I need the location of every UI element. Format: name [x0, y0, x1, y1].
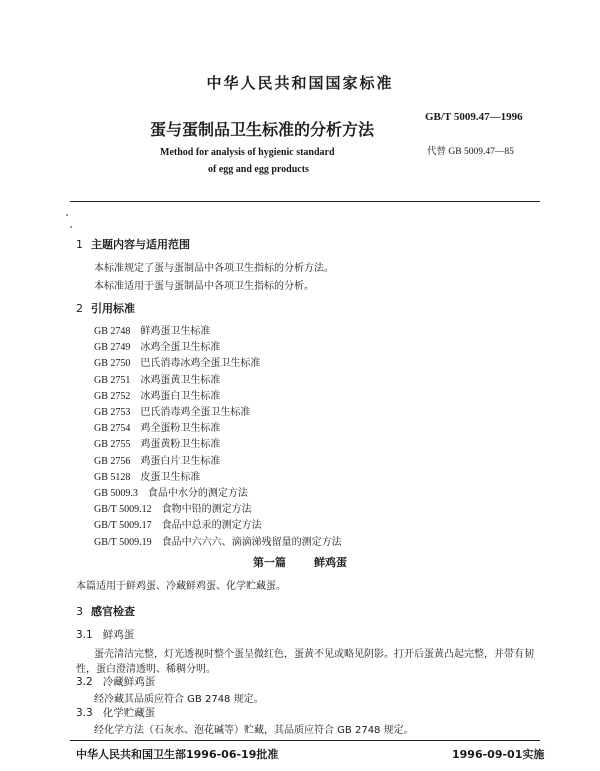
section-number: 1: [76, 238, 83, 251]
section-number: 2: [76, 302, 83, 315]
standard-code: GB 5009.3: [94, 488, 138, 499]
standard-code: GB 2751: [94, 374, 131, 386]
section-1-para-2: 本标准适用于蛋与蛋制品中各项卫生指标的分析。: [94, 281, 314, 292]
document-title-en-line2: of egg and egg products: [208, 164, 309, 175]
section-2-heading: [76, 300, 135, 316]
standard-name: 皮蛋卫生标准: [140, 471, 201, 483]
referenced-standard-item: [94, 403, 250, 418]
standard-name: 鸡蛋黄粉卫生标准: [140, 439, 221, 451]
referenced-standard-item: [94, 322, 210, 337]
referenced-standard-item: [94, 435, 220, 450]
standard-name: 冰鸡全蛋卫生标准: [140, 342, 221, 354]
scan-speck: [70, 226, 72, 228]
standard-code: GB 2753: [94, 407, 131, 418]
referenced-standard-item: [94, 484, 248, 499]
document-title-en-line1: Method for analysis of hygienic standard: [160, 147, 335, 158]
standard-code: GB 2750: [94, 358, 131, 370]
part-label: 第一篇: [253, 556, 286, 569]
standard-code: GB/T 5009.12: [94, 504, 152, 516]
issued-by: 中华人民共和国卫生部1996-06-19批准: [76, 748, 279, 761]
standard-name: 鸡全蛋粉卫生标准: [140, 423, 221, 435]
standard-code: GB 2749: [94, 342, 131, 354]
standard-name: 食品中六六六、滴滴涕残留量的测定方法: [161, 536, 342, 548]
section-1-heading: [76, 236, 190, 252]
subsection-title: 冷藏鲜鸡蛋: [102, 676, 156, 688]
section-title: 主题内容与适用范围: [91, 238, 190, 251]
footer-divider: [70, 740, 540, 741]
standard-name: 巴氏消毒鸡全蛋卫生标准: [140, 407, 251, 418]
standard-code: GB 2755: [94, 439, 131, 451]
subsection-title: 化学贮藏蛋: [102, 707, 156, 719]
subsection-3-3-heading: [76, 705, 155, 720]
referenced-standard-item: [94, 419, 220, 434]
standard-code: GB 2752: [94, 390, 131, 402]
standard-number: GB/T 5009.47—1996: [425, 111, 523, 123]
part-name: 鲜鸡蛋: [314, 556, 347, 569]
referenced-standard-item: [94, 533, 342, 548]
standard-name: 冰鸡蛋黄卫生标准: [140, 374, 221, 386]
standard-name: 鸡蛋白片卫生标准: [140, 455, 221, 467]
country-standard-header: 中华人民共和国国家标准: [206, 74, 394, 92]
part-heading: [0, 554, 600, 570]
subsection-title: 鲜鸡蛋: [102, 629, 135, 641]
section-title: 感官检查: [91, 605, 135, 618]
referenced-standard-item: [94, 468, 200, 483]
document-title-cn: 蛋与蛋制品卫生标准的分析方法: [150, 120, 375, 139]
standard-name: 食品中总汞的测定方法: [161, 520, 262, 532]
subsection-3-1-text-line-1: 蛋壳清洁完整，灯光透视时整个蛋呈微红色，蛋黄不见或略见阴影。打开后蛋黄凸起完整，并带有韧: [94, 649, 534, 660]
subsection-3-1-text-line-2: 性，蛋白澄清透明、稀稠分明。: [76, 664, 216, 675]
subsection-number: 3.3: [76, 707, 93, 719]
standard-code: GB 2754: [94, 423, 131, 435]
standard-name: 食物中铅的测定方法: [161, 504, 252, 516]
standard-name: 鲜鸡蛋卫生标准: [140, 326, 211, 337]
standard-code: GB 2756: [94, 455, 131, 467]
section-title: 引用标准: [91, 302, 135, 315]
standard-code: GB/T 5009.17: [94, 520, 152, 532]
referenced-standard-item: [94, 371, 220, 386]
referenced-standard-item: [94, 516, 262, 531]
subsection-number: 3.2: [76, 676, 93, 688]
referenced-standard-item: [94, 500, 252, 515]
subsection-3-1-heading: [76, 627, 134, 642]
standard-name: 巴氏消毒冰鸡全蛋卫生标准: [140, 358, 261, 370]
scan-speck: [66, 214, 68, 216]
section-1-para-1: 本标准规定了蛋与蛋制品中各项卫生指标的分析方法。: [94, 263, 334, 274]
header-divider: [70, 201, 540, 202]
standard-code: GB 2748: [94, 326, 131, 337]
referenced-standard-item: [94, 338, 220, 353]
subsection-number: 3.1: [76, 629, 93, 641]
standard-name: 食品中水分的测定方法: [147, 488, 248, 499]
referenced-standard-item: [94, 452, 220, 467]
section-number: 3: [76, 605, 83, 618]
effective-date: 1996-09-01实施: [452, 748, 545, 761]
referenced-standard-item: [94, 354, 260, 369]
subsection-3-3-text: 经化学方法（石灰水、泡花碱等）贮藏，其品质应符合 GB 2748 规定。: [94, 725, 414, 736]
subsection-3-2-heading: [76, 674, 155, 689]
standard-code: GB 5128: [94, 471, 131, 483]
standard-code: GB/T 5009.19: [94, 536, 152, 548]
referenced-standard-item: [94, 387, 220, 402]
standard-name: 冰鸡蛋白卫生标准: [140, 390, 221, 402]
section-3-heading: [76, 603, 135, 619]
part-scope: 本篇适用于鲜鸡蛋、冷藏鲜鸡蛋、化学贮藏蛋。: [76, 581, 286, 592]
subsection-3-2-text: 经冷藏其品质应符合 GB 2748 规定。: [94, 694, 264, 705]
replaces-standard: 代替 GB 5009.47—85: [427, 147, 514, 157]
